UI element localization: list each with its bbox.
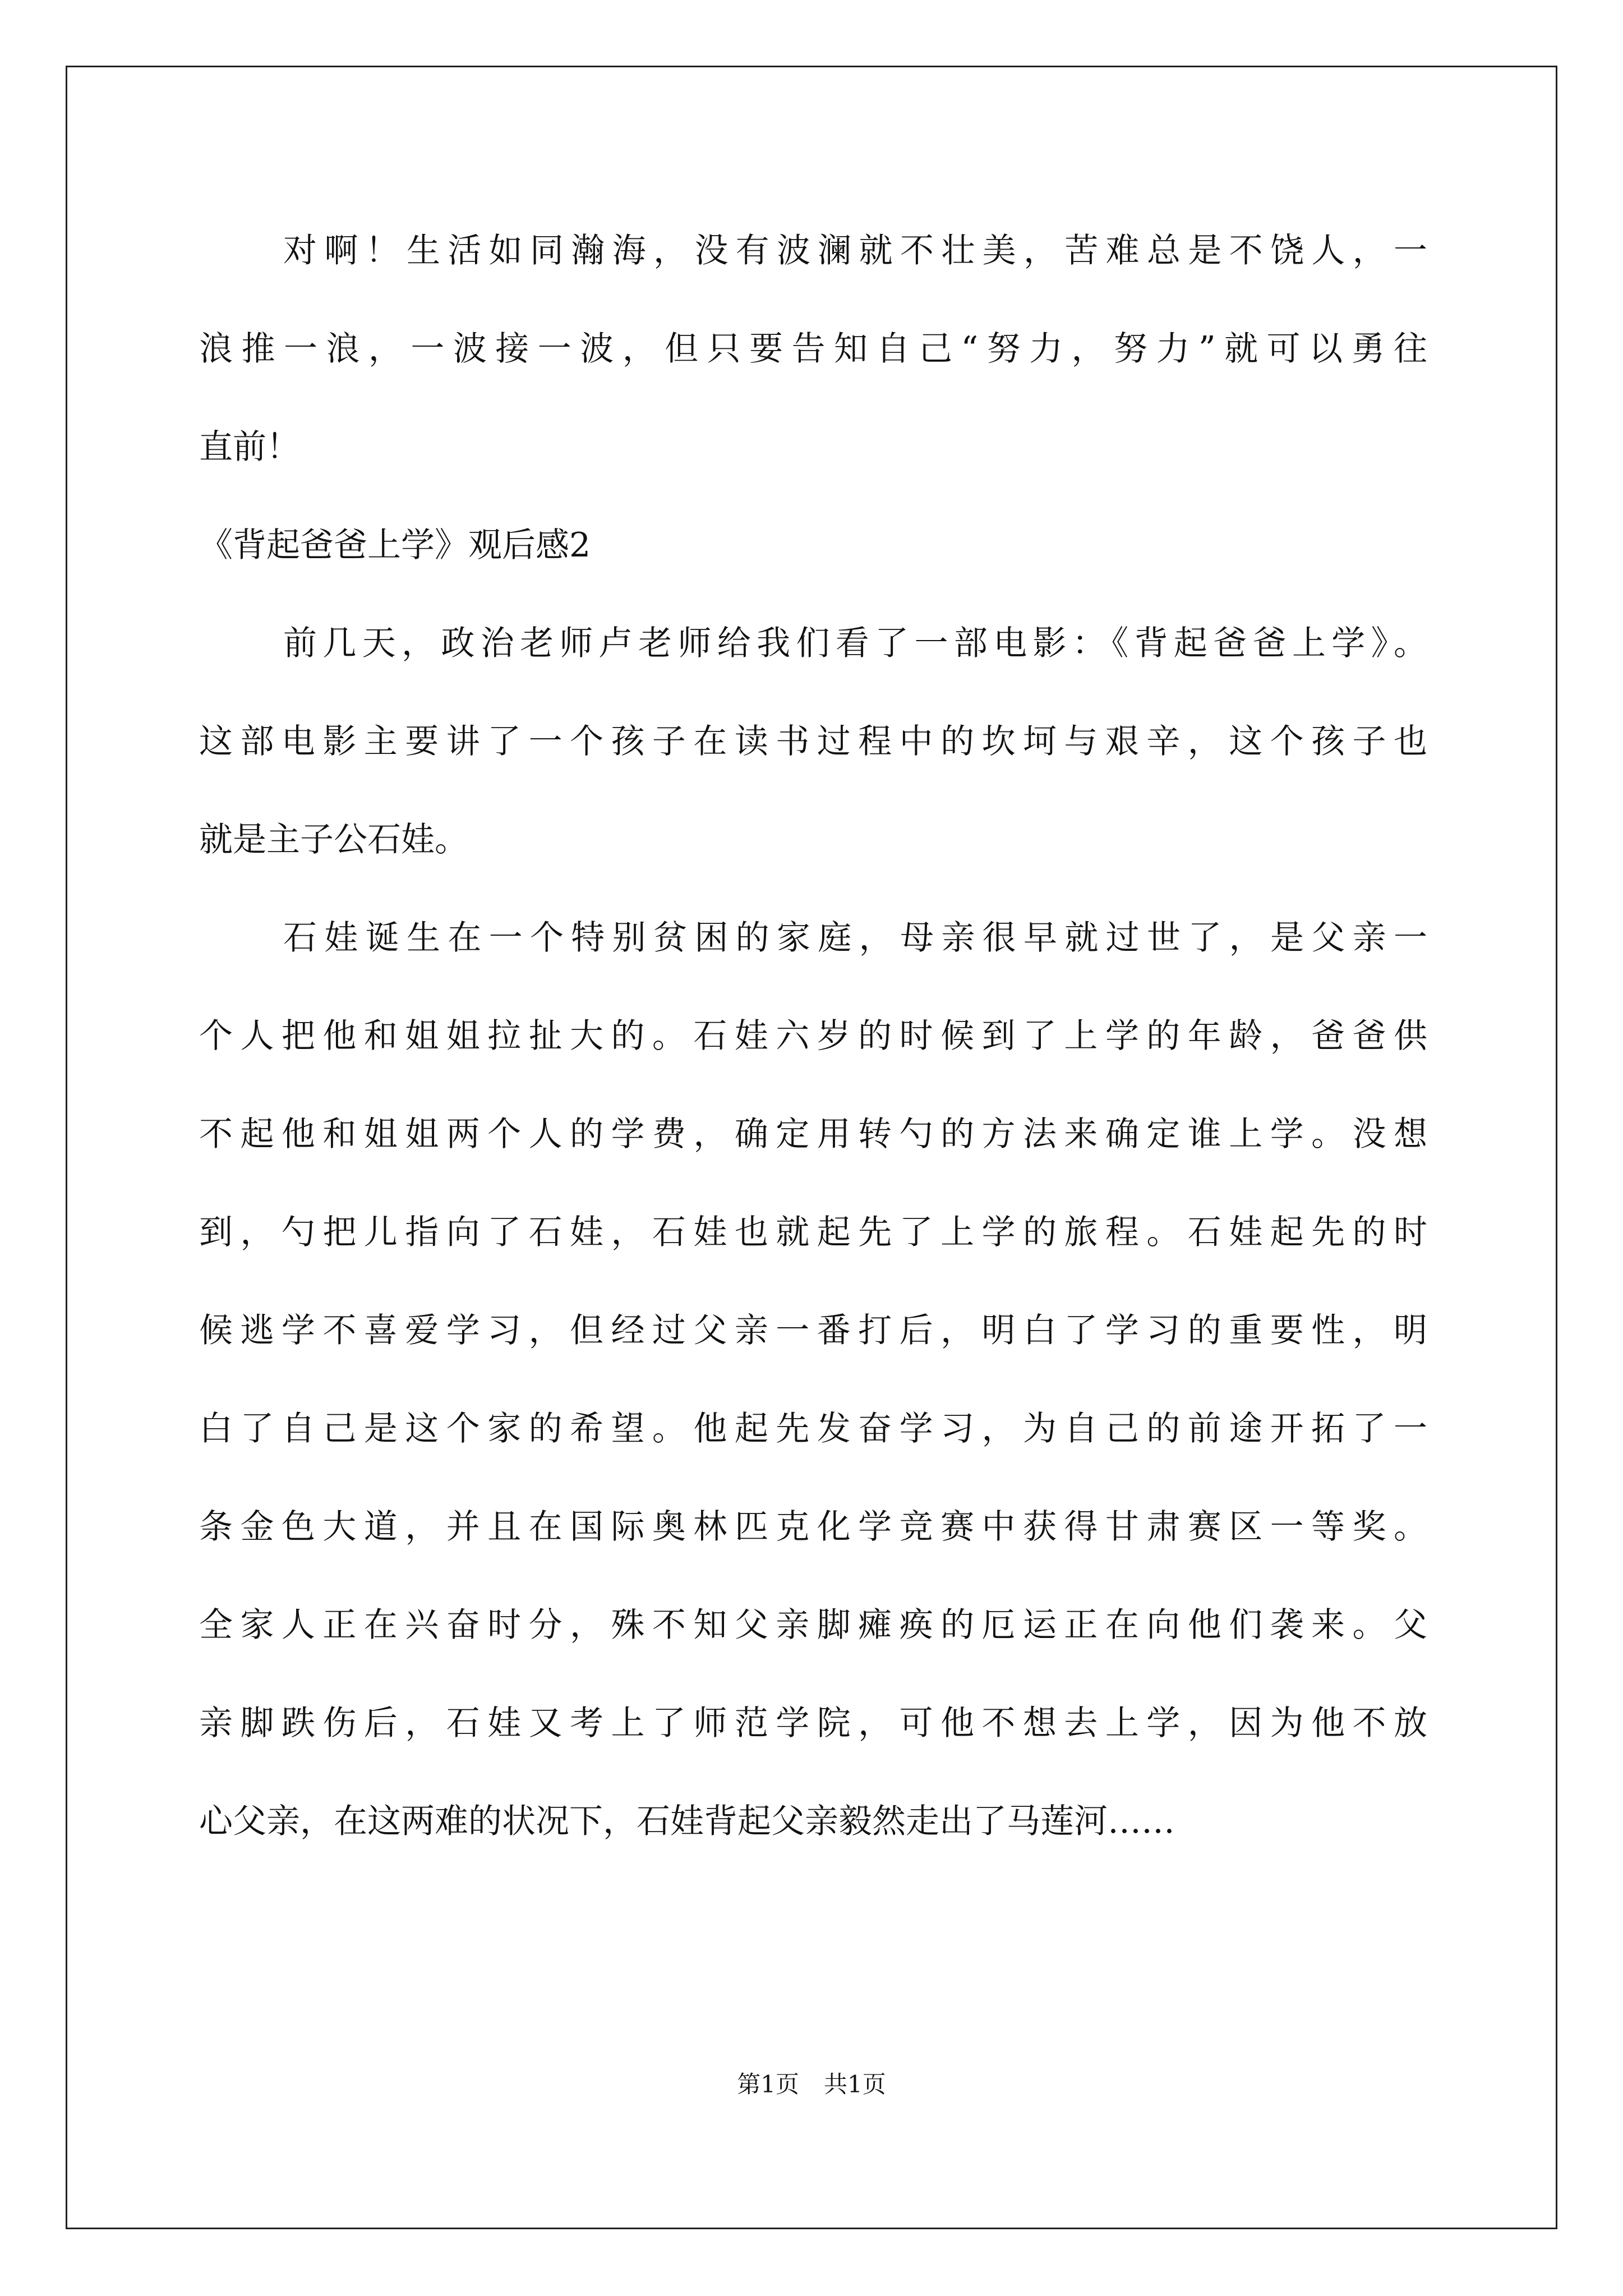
paragraph xyxy=(199,595,1427,889)
paragraph-line: 这部电影主要讲了一个孩子在读书过程中的坎坷与艰辛，这个孩子也 xyxy=(199,722,1427,761)
paragraph-line: 直前！ xyxy=(199,427,300,467)
page-number: 第1页 xyxy=(737,2070,799,2098)
paragraph-line: 就是主子公石娃。 xyxy=(199,820,468,859)
paragraph-line: 不起他和姐姐两个人的学费，确定用转勺的方法来确定谁上学。没想 xyxy=(199,1115,1427,1154)
paragraph-line: 全家人正在兴奋时分，殊不知父亲脚瘫痪的厄运正在向他们袭来。父 xyxy=(199,1605,1427,1645)
section-heading: 《背起爸爸上学》观后感2 xyxy=(199,526,591,565)
paragraph-line: 心父亲，在这两难的状况下，石娃背起父亲毅然走出了马莲河…… xyxy=(199,1802,1175,1841)
paragraph xyxy=(199,202,1427,496)
paragraph-line: 个人把他和姐姐拉扯大的。石娃六岁的时候到了上学的年龄，爸爸供 xyxy=(199,1016,1427,1056)
paragraph-line: 候逃学不喜爱学习，但经过父亲一番打后，明白了学习的重要性，明 xyxy=(199,1311,1427,1350)
document-body xyxy=(199,202,1427,1871)
paragraph-line: 到，勺把儿指向了石娃，石娃也就起先了上学的旅程。石娃起先的时 xyxy=(199,1213,1427,1252)
paragraph-line: 浪推一浪，一波接一波，但只要告知自己“努力，努力”就可以勇往 xyxy=(199,329,1427,369)
paragraph-line: 前几天，政治老师卢老师给我们看了一部电影：《背起爸爸上学》。 xyxy=(283,624,1427,663)
paragraph-line: 条金色大道，并且在国际奥林匹克化学竞赛中获得甘肃赛区一等奖。 xyxy=(199,1507,1427,1547)
paragraph-line: 对啊！生活如同瀚海，没有波澜就不壮美，苦难总是不饶人，一 xyxy=(283,231,1427,270)
page-total: 共1页 xyxy=(824,2070,886,2098)
paragraph xyxy=(199,889,1427,1871)
paragraph-line: 白了自己是这个家的希望。他起先发奋学习，为自己的前途开拓了一 xyxy=(199,1409,1427,1448)
paragraph-line: 石娃诞生在一个特别贫困的家庭，母亲很早就过世了，是父亲一 xyxy=(283,918,1427,958)
page-footer xyxy=(0,2068,1623,2101)
paragraph-line: 亲脚跌伤后，石娃又考上了师范学院，可他不想去上学，因为他不放 xyxy=(199,1704,1427,1743)
